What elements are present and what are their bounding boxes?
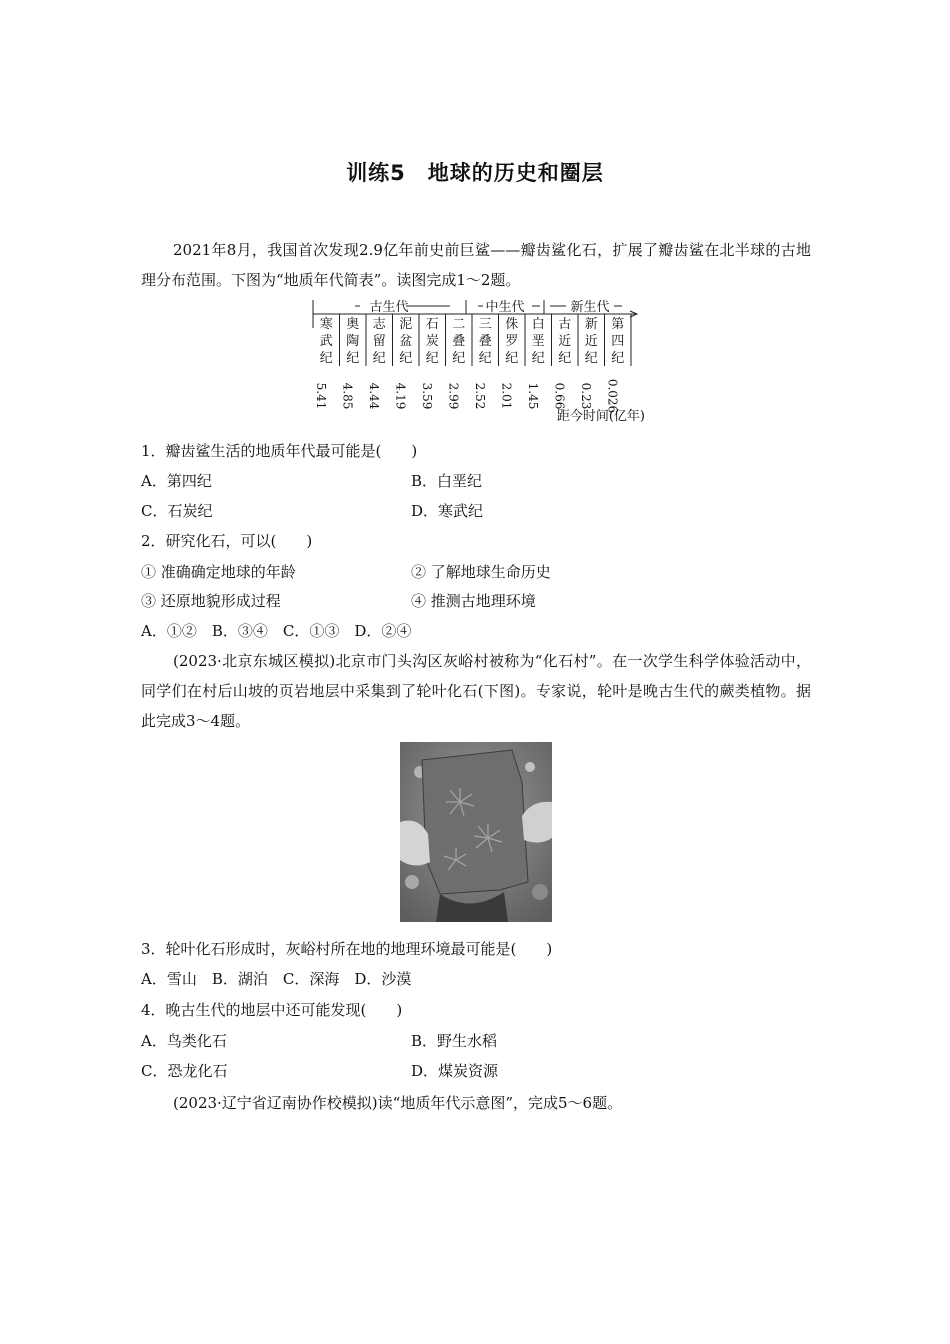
q1-option-c: C．石炭纪 <box>141 502 213 520</box>
question-2-stem: 2．研究化石，可以( ) <box>141 532 313 550</box>
period-label: 第四纪 <box>611 317 625 366</box>
q4-option-d: D．煤炭资源 <box>411 1062 499 1080</box>
page-title: 训练5 地球的历史和圈层 <box>346 161 604 185</box>
q2-item-3: ③ 还原地貌形成过程 <box>141 592 281 610</box>
time-axis-label: 距今时间(亿年) <box>556 409 645 424</box>
q2-item-2: ② 了解地球生命历史 <box>411 563 551 581</box>
age-tick-label: 4.44 <box>367 382 381 410</box>
age-tick-label: 2.99 <box>446 382 461 410</box>
q2-item-1: ① 准确确定地球的年龄 <box>141 563 296 581</box>
age-tick-label: 4.19 <box>393 382 408 410</box>
q4-option-b: B．野生水稻 <box>411 1032 498 1050</box>
period-label: 侏罗纪 <box>505 317 519 366</box>
period-label: 寒武纪 <box>319 317 333 366</box>
question-1-stem: 1．瓣齿鲨生活的地质年代最可能是( ) <box>141 442 418 460</box>
era-label-mesozoic: 中生代 <box>485 300 525 315</box>
period-label: 新近纪 <box>584 317 598 366</box>
period-label: 三叠纪 <box>478 317 492 366</box>
intro-passage-2: (2023·北京东城区模拟)北京市门头沟区灰峪村被称为“化石村”。在一次学生科学体验活动中，同学们在村后山坡的页岩地层中采集到了轮叶化石(下图)。专家说，轮叶是晚古生代的蕨类植物。据此完成3～4题。 <box>141 652 811 730</box>
age-tick-label: 4.85 <box>340 382 355 410</box>
question-3-stem: 3．轮叶化石形成时，灰峪村所在地的地理环境最可能是( ) <box>141 940 553 958</box>
q1-option-b: B．白垩纪 <box>411 472 483 490</box>
question-4-stem: 4．晚古生代的地层中还可能发现( ) <box>141 1001 403 1019</box>
intro-passage-3: (2023·辽宁省辽南协作校模拟)读“地质年代示意图”，完成5～6题。 <box>173 1094 623 1112</box>
q4-option-c: C．恐龙化石 <box>141 1062 228 1080</box>
q1-option-a: A．第四纪 <box>141 472 212 490</box>
age-tick-label: 0.026 <box>605 378 620 414</box>
geologic-time-table <box>300 296 650 426</box>
age-tick-label: 2.52 <box>473 382 487 410</box>
era-label-paleozoic: 古生代 <box>369 300 409 315</box>
period-label: 二叠纪 <box>452 317 466 366</box>
q1-option-d: D．寒武纪 <box>411 502 484 520</box>
period-label: 石炭纪 <box>425 317 439 366</box>
age-tick-label: 0.66 <box>552 382 567 410</box>
period-label: 泥盆纪 <box>399 317 413 366</box>
intro-passage-1: 2021年8月，我国首次发现2.9亿年前史前巨鲨——瓣齿鲨化石，扩展了瓣齿鲨在北半球的古地理分布范围。下图为“地质年代简表”。读图完成1～2题。 <box>141 241 811 289</box>
q3-answer-options: A．雪山 B．湖泊 C．深海 D．沙漠 <box>141 970 412 988</box>
period-label: 古近纪 <box>558 317 572 366</box>
period-label: 奥陶纪 <box>346 317 360 366</box>
age-tick-label: 3.59 <box>420 382 434 410</box>
q4-option-a: A．鸟类化石 <box>141 1032 227 1050</box>
age-tick-label: 0.23 <box>579 382 593 410</box>
period-label: 白垩纪 <box>531 317 545 366</box>
period-label: 志留纪 <box>372 317 386 366</box>
q2-answer-options: A．①② B．③④ C．①③ D．②④ <box>141 622 412 640</box>
age-tick-label: 5.41 <box>314 382 328 410</box>
q2-item-4: ④ 推测古地理环境 <box>411 592 536 610</box>
age-tick-label: 1.45 <box>526 382 540 410</box>
fossil-photo <box>400 742 552 922</box>
age-tick-label: 2.01 <box>499 382 514 410</box>
era-label-cenozoic: 新生代 <box>570 300 610 315</box>
